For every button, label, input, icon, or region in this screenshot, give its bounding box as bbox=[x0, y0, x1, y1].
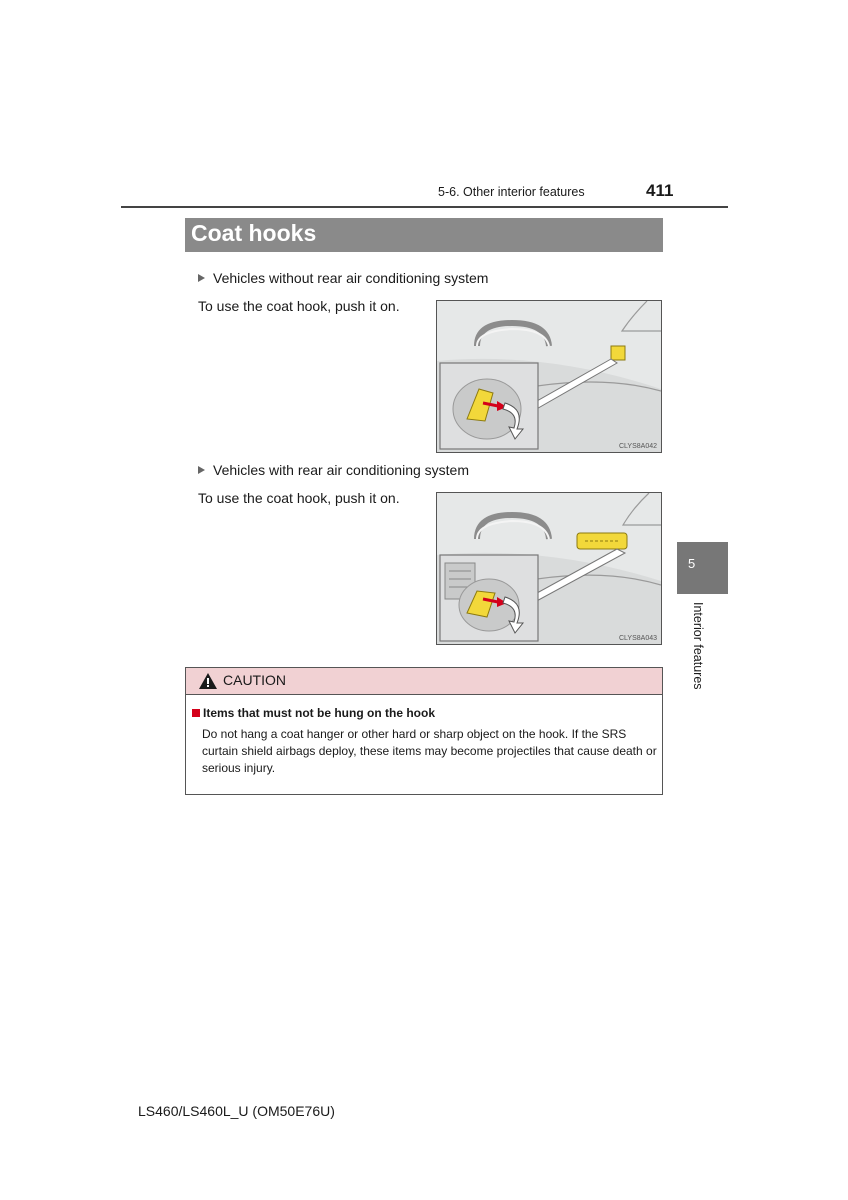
caution-label: CAUTION bbox=[223, 672, 286, 688]
caution-item-title bbox=[192, 706, 435, 720]
caution-box bbox=[185, 667, 663, 795]
coat-hook-illustration-1 bbox=[436, 300, 662, 453]
warning-icon bbox=[199, 673, 217, 689]
subheading-text: Vehicles without rear air conditioning system bbox=[213, 270, 489, 286]
footer-model-code: LS460/LS460L_U (OM50E76U) bbox=[138, 1103, 335, 1119]
title-bar bbox=[185, 218, 663, 252]
page-title: Coat hooks bbox=[191, 220, 317, 246]
triangle-bullet-icon bbox=[198, 274, 205, 282]
chapter-title: Interior features bbox=[691, 602, 705, 690]
caution-header bbox=[186, 668, 662, 695]
coat-hook-drawing bbox=[437, 493, 661, 644]
instruction-text: To use the coat hook, push it on. bbox=[198, 298, 400, 314]
caution-item-text: Do not hang a coat hanger or other hard or sharp object on the hook. If the SRS curtain shield airbags deploy, these items may become projectiles that cause death or serious injury. bbox=[202, 727, 657, 775]
illustration-code: CLYS8A042 bbox=[618, 443, 657, 450]
coat-hook-illustration-2 bbox=[436, 492, 662, 645]
header-divider bbox=[121, 206, 728, 208]
page-number: 411 bbox=[646, 181, 674, 200]
section-label: 5-6. Other interior features bbox=[438, 185, 585, 199]
illustration-code: CLYS8A043 bbox=[618, 635, 657, 642]
subheading-text: Vehicles with rear air conditioning system bbox=[213, 462, 470, 478]
chapter-tab bbox=[677, 542, 728, 594]
caution-item-title-text: Items that must not be hung on the hook bbox=[203, 706, 435, 720]
instruction-text: To use the coat hook, push it on. bbox=[198, 490, 400, 506]
triangle-bullet-icon bbox=[198, 466, 205, 474]
chapter-number: 5 bbox=[688, 556, 696, 571]
red-square-bullet-icon bbox=[192, 709, 200, 717]
subheading-with-rear-ac bbox=[198, 462, 469, 478]
coat-hook-drawing bbox=[437, 301, 661, 452]
subheading-without-rear-ac bbox=[198, 270, 488, 286]
